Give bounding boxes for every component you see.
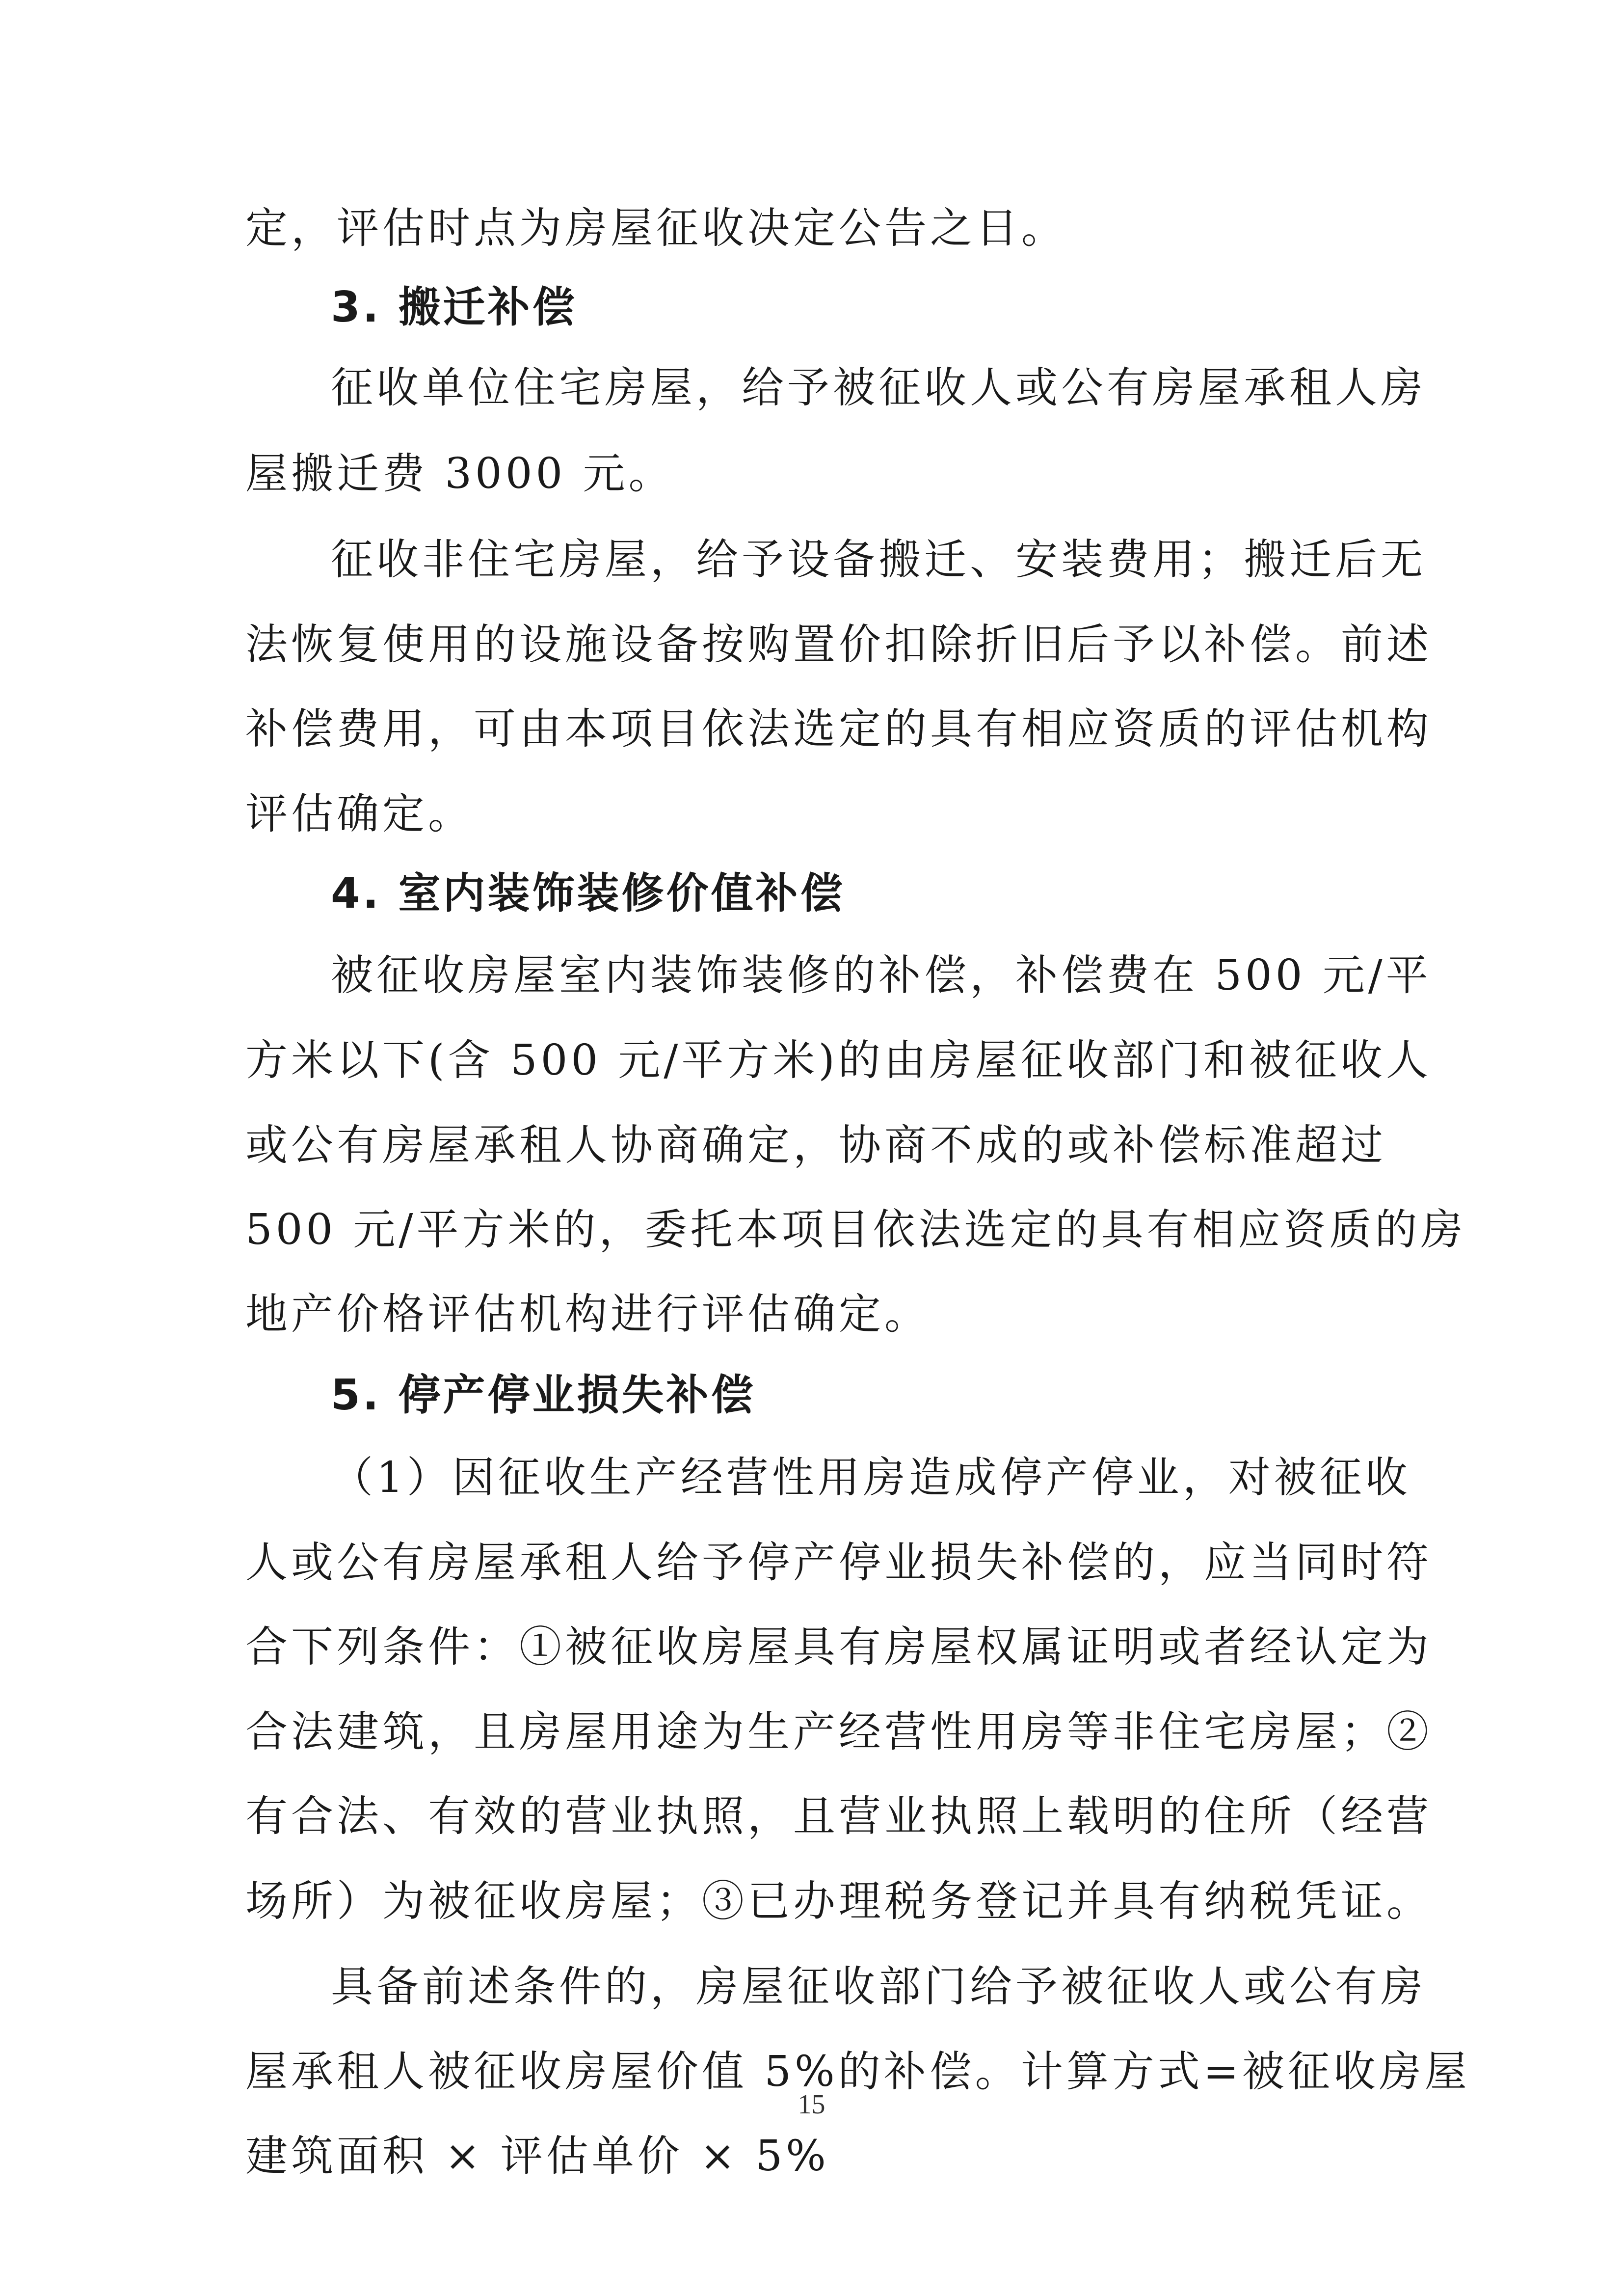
body-text-line: 屋承租人被征收房屋价值 5%的补偿。计算方式=被征收房屋 — [245, 2047, 1470, 2096]
body-text-line: 合法建筑，且房屋用途为生产经营性用房等非住宅房屋；② — [245, 1707, 1432, 1756]
body-text-line: 评估确定。 — [245, 789, 474, 838]
body-text-line: 法恢复使用的设施设备按购置价扣除折旧后予以补偿。前述 — [245, 620, 1432, 669]
body-text-line: 人或公有房屋承租人给予停产停业损失补偿的，应当同时符 — [245, 1538, 1432, 1587]
body-text-line: （1）因征收生产经营性用房造成停产停业，对被征收 — [331, 1453, 1411, 1502]
body-text-line: 有合法、有效的营业执照，且营业执照上载明的住所（经营 — [245, 1792, 1432, 1841]
body-text-line: 补偿费用，可由本项目依法选定的具有相应资质的评估机构 — [245, 704, 1432, 754]
body-text-line: 方米以下(含 500 元/平方米)的由房屋征收部门和被征收人 — [245, 1036, 1432, 1085]
body-text-line: 场所）为被征收房屋；③已办理税务登记并具有纳税凭证。 — [245, 1877, 1432, 1926]
page-number: 15 — [798, 2089, 825, 2120]
body-text-line: 屋搬迁费 3000 元。 — [245, 449, 674, 498]
section-heading-5: 5. 停产停业损失补偿 — [331, 1371, 756, 1420]
section-heading-3: 3. 搬迁补偿 — [331, 283, 577, 332]
body-text-line: 具备前述条件的，房屋征收部门给予被征收人或公有房 — [331, 1962, 1426, 2011]
body-text-line: 建筑面积 × 评估单价 × 5% — [245, 2132, 829, 2181]
section-heading-4: 4. 室内装饰装修价值补偿 — [331, 869, 845, 918]
body-text-line: 征收单位住宅房屋，给予被征收人或公有房屋承租人房 — [331, 363, 1426, 412]
body-text-line: 合下列条件：①被征收房屋具有房屋权属证明或者经认定为 — [245, 1622, 1432, 1672]
body-text-line: 被征收房屋室内装饰装修的补偿，补偿费在 500 元/平 — [331, 951, 1432, 1000]
body-text-line: 地产价格评估机构进行评估确定。 — [245, 1290, 930, 1339]
body-text-line: 征收非住宅房屋，给予设备搬迁、安装费用；搬迁后无 — [331, 535, 1426, 584]
body-text-line: 或公有房屋承租人协商确定，协商不成的或补偿标准超过 — [245, 1121, 1386, 1170]
body-text-line: 定，评估时点为房屋征收决定公告之日。 — [245, 204, 1067, 253]
body-text-line: 500 元/平方米的，委托本项目依法选定的具有相应资质的房 — [245, 1205, 1466, 1254]
